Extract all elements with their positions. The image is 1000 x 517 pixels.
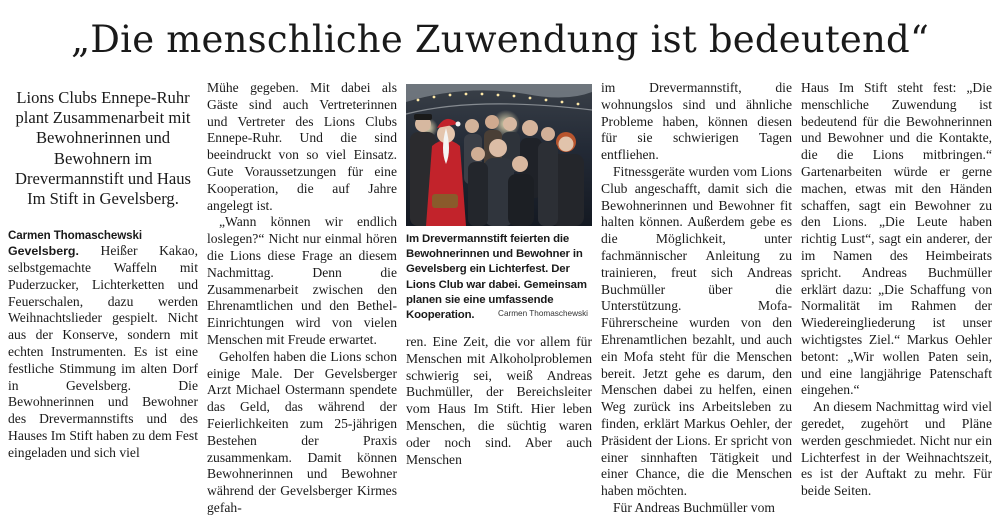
article-column-5 [801,80,992,499]
paragraph: ren. Eine Zeit, die vor allem für Menschen mit Alkoholproblemen schwierig sei, weiß Andreas Buchmüller, der Bereichsleiter vom Haus Im Stift. Hier leben Menschen, die süchtig waren oder noch sind. Aber auch Menschen [406,334,592,467]
photo-caption: Im Drevermannstift feierten die Bewohnerinnen und Bewohner in Gevelsberg ein Lichterfest. Der Lions Club war dabei. Gemeinsam planen sie eine umfassende Kooperation. [406,233,587,322]
article-column-3 [406,80,592,467]
article-dateline: Gevelsberg. [8,244,79,259]
article-photo [406,84,592,226]
article-lead-paragraph [8,243,198,461]
paragraph: Für Andreas Buchmüller vom [613,499,775,515]
article-teaser: Lions Clubs Ennepe-Ruhr plant Zusammenarbeit mit Bewohnerinnen und Bewohnern im Drevermannstift und Haus Im Stift in Gevelsberg. [14,88,192,209]
group-photo-image [406,84,592,226]
paragraph: Haus Im Stift steht fest: „Die menschliche Zuwendung ist bedeutend für die Bewohnerinnen und Bewohner und die Kontakte, die die Lions mitbringen.“ Gartenarbeiten würde er gerne machen, etwas mit den Händen schaffen, sagt ein Bewohner zu den Lions. „Die Leute haben richtig Lust“, sagt ein anderer, der im Namen des Heimbeirats spricht. Andreas Buchmüller erklärt dazu: „Die Schaffung von Normalität im Rahmen der Wiedereingliederung ist unser wichtigstes Ziel.“ Markus Oehler betont: „Wir wollen Paten sein, und eine langjährige Patenschaft eingehen.“ [801,80,992,398]
lead-text: Heißer Kakao, selbstgemachte Waffeln mit Puderzucker, Lichterketten und Feuerschalen, dazu werden Weihnachtslieder gespielt. Nicht aus der Konserve, sondern mit echten Instrumenten. Es ist eine festliche Stimmung im alten Dorf in Gevelsberg. Die Bewohnerinnen und Bewohner des Drevermannstifts und des Hauses Im Stift haben zu dem Fest eingeladen und sich viel [8,243,198,460]
paragraph: im Drevermannstift, die wohnungslos sind und ähnliche Probleme haben, können diesen für sie schwierigen Tagen entfliehen. [601,80,792,163]
photo-credit: Carmen Thomaschewski [498,309,588,318]
article-author: Carmen Thomaschewski [8,229,142,243]
article-column-4 [601,80,792,515]
paragraph: An diesem Nachmittag wird viel geredet, zugehört und Pläne werden geschmiedet. Nicht nur ein Lichterfest in der Weihnachtszeit, es ist der Auftakt zu mehr. Für beide Seiten. [801,399,992,499]
paragraph: Mühe gegeben. Mit dabei als Gäste sind auch Vertreterinnen und Vertreter des Lions Clubs Ennepe-Ruhr. Und die sind beeindruckt von so viel Einsatz. Gute Voraussetzungen für eine Kooperation, die auf Jahre angelegt ist. [207,80,397,213]
paragraph: Geholfen haben die Lions schon einige Male. Der Gevelsberger Arzt Michael Ostermann spendete das Geld, das während der Feierlichkeiten zum 25-jährigen Bestehen der Praxis zusammenkam. Damit können Bewohnerinnen und Bewohner während der Gevelsberger Kirmes gefah- [207,348,397,515]
article-column-1 [8,80,198,460]
paragraph: Fitnessgeräte wurden vom Lions Club angeschafft, damit sich die Bewohnerinnen und Bewohner fit halten können. Außerdem gebe es die Möglichkeit, unter fachmännischer Anleitung zu trainieren, freut sich Andreas Buchmüller über die Unterstützung. Mofa-Führerscheine wurden von den Ehrenamtlichen bezahlt, und auch ein Mofa steht für die Menschen bereit. Jetzt gehe es darum, den Menschen dabei zu helfen, einen Weg zurück ins Arbeitsleben zu finden, erklärt Markus Oehler, der Präsident der Lions. Er spricht von einer sinnhaften Tätigkeit und einer Chance, die die Menschen haben möchten. [601,163,792,499]
paragraph: „Wann können wir endlich loslegen?“ Nicht nur einmal hören die Lions diese Frage an diesem Nachmittag. Denn die Zusammenarbeit zwischen den Ehrenamtlichen und den Bethel-Einrichtungen wird von vielen Menschen mit Freude erwartet. [207,214,397,347]
article-column-2 [207,80,397,515]
article-headline: „Die menschliche Zuwendung ist bedeutend“ [70,18,930,61]
